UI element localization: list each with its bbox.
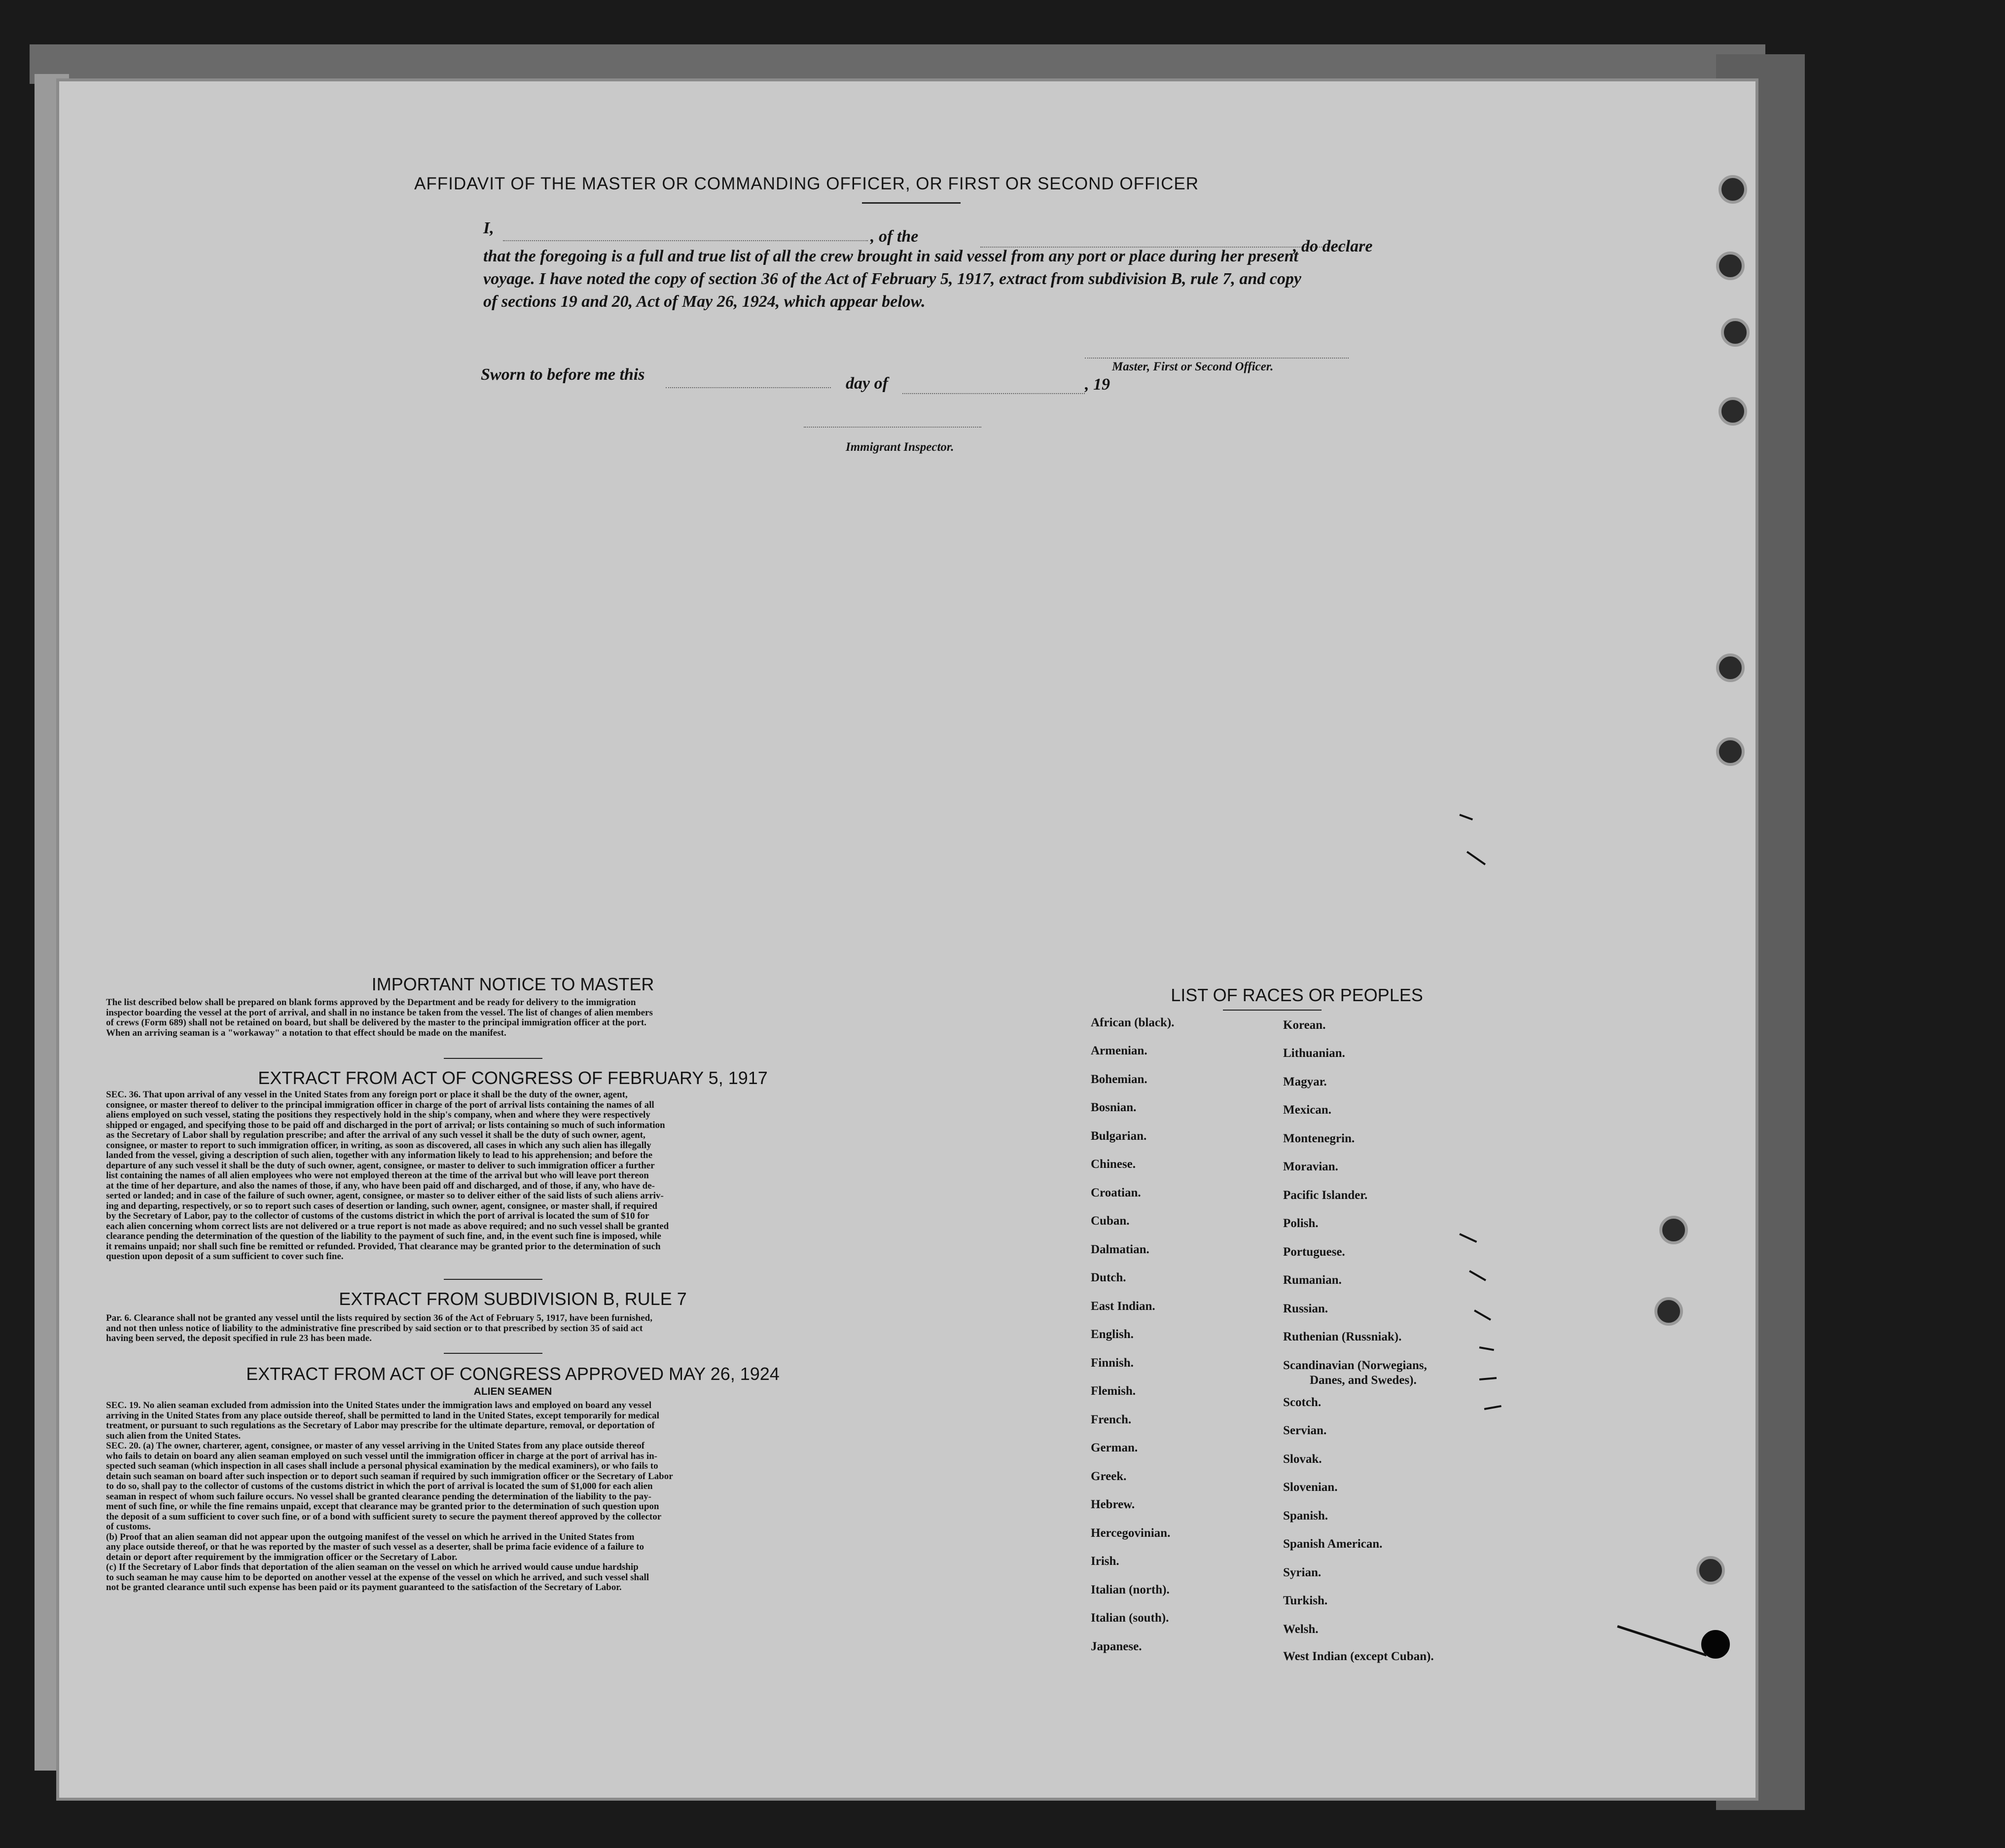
race-item: Pacific Islander. [1283, 1189, 1368, 1202]
extract-1917-line: SEC. 36. That upon arrival of any vessel in the United States from any foreign port or place it shall be the duty of the owner, agent, [106, 1089, 628, 1100]
inspector-signature-line [804, 427, 981, 428]
race-item: Slovak. [1283, 1452, 1322, 1466]
affidavit-body-line2: voyage. I have noted the copy of section 36 of the Act of February 5, 1917, extract from subdivision B, rule 7, and copy [483, 270, 1301, 288]
race-item: Bohemian. [1091, 1073, 1147, 1086]
extract-1924-text [106, 1401, 895, 1593]
extract-1924-line: arriving in the United States from any place outside thereof, shall be permitted to land in the United States, except temporarily for medical [106, 1410, 659, 1421]
race-item: Portuguese. [1283, 1245, 1345, 1259]
year-text: , 19 [1085, 375, 1110, 394]
punch-hole [1716, 653, 1745, 682]
crew-list-page [59, 81, 1755, 1798]
extract-1924-line: SEC. 19. No alien seaman excluded from admission into the United States under the immigration laws and employed on board any vessel [106, 1400, 652, 1411]
notice-line: of crews (Form 689) shall not be retained on board, but shall be delivered by the master to the principal immigration officer at the port. [106, 1017, 646, 1028]
extract-1917-title: EXTRACT FROM ACT OF CONGRESS OF FEBRUARY 5, 1917 [258, 1068, 768, 1088]
race-item: Irish. [1091, 1555, 1119, 1568]
extract-1924-line: treatment, or pursuant to such regulations as the Secretary of Labor may prescribe for the ultimate departure, removal, or deportation of [106, 1420, 655, 1431]
name-blank [503, 240, 868, 241]
pen-mark [1459, 814, 1473, 820]
extract-1924-line: to such seaman he may cause him to be deported on another vessel at the expense of the vessel on which he arrived, and such vessel shall [106, 1572, 649, 1583]
extract-1917-line: each alien concerning whom correct lists are not delivered or a true report is not made as above required; and no such vessel shall be granted [106, 1221, 669, 1232]
race-item: Slovenian. [1283, 1481, 1338, 1494]
race-item: Dalmatian. [1091, 1243, 1149, 1256]
day-of-text: day of [846, 374, 888, 393]
punch-hole [1654, 1297, 1683, 1326]
extract-1917-line: it remains unpaid; nor shall such fine be remitted or refunded. Provided, That clearance may be granted prior to the determination of such [106, 1241, 661, 1252]
extract-1924-line: such alien from the United States. [106, 1430, 241, 1441]
extract-1917-line: landed from the vessel, giving a description of such alien, together with any information likely to lead to his apprehension; and before the [106, 1150, 653, 1160]
extract-1917-line: consignee, or master to report to such immigration officer, in writing, as soon as discovered, all cases in which any such alien has illegally [106, 1140, 651, 1151]
punch-hole [1696, 1556, 1725, 1585]
punch-hole [1719, 397, 1747, 426]
extract-1917-line: clearance pending the determination of the question of the liability to the payment of such fine, and, in the event such fine is imposed, while [106, 1231, 661, 1241]
extract-1924-line: to do so, shall pay to the collector of customs of the customs district in which the port of arrival is located the sum of $1,000 for each alien [106, 1481, 653, 1491]
sworn-month-blank [902, 393, 1085, 394]
extract-1917-line: list containing the names of all alien employees who were not employed thereon at the time of the arrival but who will leave port thereon [106, 1170, 649, 1181]
race-item: German. [1091, 1441, 1138, 1454]
master-signature-line [1085, 358, 1349, 359]
race-item: Moravian. [1283, 1160, 1338, 1173]
extract-rule7-title: EXTRACT FROM SUBDIVISION B, RULE 7 [339, 1289, 687, 1309]
extract-1924-line: seaman in respect of whom such failure occurs. No vessel shall be granted clearance pending the determination of the liability to the pay- [106, 1491, 651, 1502]
race-item: Turkish. [1283, 1594, 1328, 1607]
race-item: Cuban. [1091, 1214, 1130, 1228]
section-divider [444, 1058, 542, 1059]
back-page-edge-top [30, 44, 1765, 84]
extract-1917-line: question upon deposit of a sum sufficient to cover such fine. [106, 1251, 344, 1262]
notice-text [106, 998, 895, 1038]
race-item: Dutch. [1091, 1271, 1126, 1284]
race-item: Japanese. [1091, 1640, 1142, 1653]
extract-1924-title: EXTRACT FROM ACT OF CONGRESS APPROVED MAY 26, 1924 [246, 1364, 780, 1384]
pen-mark [1469, 1270, 1486, 1281]
race-item: Rumanian. [1283, 1273, 1342, 1287]
extract-rule7-line: and not then unless notice of liability to the administrative fine prescribed by said section or to that prescribed by section 35 of said act [106, 1323, 643, 1334]
race-item: Armenian. [1091, 1044, 1147, 1057]
punch-hole [1721, 318, 1750, 347]
race-item: Montenegrin. [1283, 1132, 1355, 1145]
race-item: Spanish. [1283, 1509, 1328, 1522]
affidavit-i: I, [483, 219, 494, 237]
punch-hole [1716, 737, 1745, 766]
race-item: Mexican. [1283, 1103, 1331, 1117]
extract-1917-line: as the Secretary of Labor shall by regulation prescribe; and after the arrival of any such vessel it shall be the duty of such owner, agent, [106, 1130, 645, 1140]
extract-1917-line: shipped or engaged, and specifying those to be paid off and discharged in the port of arrival; or lists containing so much of such information [106, 1120, 665, 1130]
extract-1924-line: (c) If the Secretary of Labor finds that deportation of the alien seaman on the vessel on which he arrived would cause undue hardship [106, 1562, 639, 1572]
notice-line: The list described below shall be prepared on blank forms approved by the Department and be ready for delivery to the immigration [106, 997, 636, 1008]
race-item: Scotch. [1283, 1396, 1322, 1409]
race-item: Finnish. [1091, 1356, 1134, 1370]
affidavit-body-line1: that the foregoing is a full and true list of all the crew brought in said vessel from any port or place during her present [483, 247, 1298, 265]
race-item: French. [1091, 1413, 1132, 1426]
extract-1917-line: aliens employed on such vessel, stating the positions they respectively hold in the ship's company, when and where they were respectively [106, 1110, 650, 1120]
race-item: African (black). [1091, 1016, 1175, 1029]
race-item: Russian. [1283, 1302, 1328, 1315]
punch-hole [1719, 175, 1747, 204]
extract-rule7-text [106, 1313, 895, 1344]
race-item: Flemish. [1091, 1384, 1136, 1398]
race-item: Croatian. [1091, 1186, 1141, 1199]
extract-1924-line: spected such seaman (which inspection in all cases shall include a personal physical examination by the medical examiners), or who fails to [106, 1461, 658, 1471]
sworn-text: Sworn to before me this [481, 365, 645, 384]
notice-line: When an arriving seaman is a "workaway" a notation to that effect should be made on the manifest. [106, 1027, 506, 1038]
master-signature-label: Master, First or Second Officer. [1112, 360, 1274, 373]
pen-mark [1467, 851, 1486, 865]
race-item: Bulgarian. [1091, 1129, 1147, 1143]
race-item: Lithuanian. [1283, 1047, 1345, 1060]
race-item: Magyar. [1283, 1075, 1327, 1088]
extract-1924-line: who fails to detain on board any alien seaman employed on such vessel until the immigration officer in charge at the port of arrival has in- [106, 1450, 657, 1461]
race-item: Polish. [1283, 1217, 1319, 1230]
race-item-continued: Danes, and Swedes). [1310, 1374, 1417, 1387]
pen-mark [1479, 1377, 1497, 1380]
extract-1924-line: detain such seaman on board after such inspection or to deport such seaman if required by such immigration officer or the Secretary of Labor [106, 1471, 673, 1482]
extract-1924-line: not be granted clearance until such expense has been paid or its payment guaranteed to the satisfaction of the Secretary of Labor. [106, 1582, 622, 1593]
notice-title: IMPORTANT NOTICE TO MASTER [371, 974, 654, 994]
extract-1917-line: by the Secretary of Labor, pay to the collector of customs of the customs district in which the port of arrival is located the sum of $10 for [106, 1211, 649, 1221]
extract-rule7-line: having been served, the deposit specified in rule 23 has been made. [106, 1333, 372, 1343]
extract-1917-line: serted or landed; and in case of the failure of such owner, agent, consignee, or master so to deliver either of the said lists of such aliens arriv- [106, 1191, 664, 1201]
pen-mark [1459, 1233, 1477, 1243]
extract-1917-text [106, 1090, 895, 1262]
extract-1917-line: consignee, or master thereof to deliver to the principal immigration officer in charge of the port of arrival lists containing the names of all [106, 1099, 654, 1110]
pen-mark [1484, 1405, 1502, 1410]
race-item: Chinese. [1091, 1158, 1136, 1171]
race-item: Scandinavian (Norwegians, [1283, 1359, 1427, 1372]
affidavit-body-line3: of sections 19 and 20, Act of May 26, 1924, which appear below. [483, 292, 926, 311]
pen-mark [1479, 1346, 1494, 1351]
race-item: Hebrew. [1091, 1498, 1135, 1511]
race-item: Servian. [1283, 1424, 1327, 1437]
race-item: Korean. [1283, 1018, 1326, 1032]
race-item: Spanish American. [1283, 1537, 1383, 1551]
races-title-rule [1223, 1010, 1322, 1011]
extract-1924-line: any place outside thereof, or that he was reported by the master of such vessel as a deserter, shall be prima facie evidence of a failure to [106, 1542, 644, 1552]
extract-1924-subtitle: ALIEN SEAMEN [473, 1386, 552, 1397]
punch-hole [1659, 1216, 1688, 1244]
section-divider [444, 1353, 542, 1354]
notice-line: inspector boarding the vessel at the port of arrival, and shall in no instance be taken from the vessel. The list of changes of alien members [106, 1007, 653, 1018]
pen-mark [1474, 1309, 1491, 1320]
extract-1924-line: (b) Proof that an alien seaman did not appear upon the outgoing manifest of the vessel on which he arrived in the United States from [106, 1531, 635, 1542]
affidavit-of-the: , of the [870, 227, 919, 246]
affidavit-title: AFFIDAVIT OF THE MASTER OR COMMANDING OFFICER, OR FIRST OR SECOND OFFICER [414, 174, 1199, 193]
extract-1917-line: ing and departing, respectively, or so to report such cases of desertion or landing, such owner, agent, consignee, or master shall, if required [106, 1200, 658, 1211]
punch-hole [1716, 252, 1745, 280]
race-item: Hercegovinian. [1091, 1526, 1171, 1540]
extract-1917-line: at the time of her departure, and also the names of those, if any, who have been paid off and discharged, and of those, if any, who have de- [106, 1180, 655, 1191]
race-item: East Indian. [1091, 1300, 1155, 1313]
race-item: Syrian. [1283, 1566, 1322, 1579]
races-title: LIST OF RACES OR PEOPLES [1171, 985, 1423, 1005]
title-rule [862, 202, 961, 204]
extract-1924-line: detain or deport after requirement by the immigration officer or the Secretary of Labor. [106, 1552, 458, 1562]
race-item: Italian (south). [1091, 1611, 1169, 1625]
affidavit-do-declare: , do declare [1293, 237, 1373, 255]
race-item: Bosnian. [1091, 1101, 1137, 1114]
race-item: Greek. [1091, 1470, 1127, 1483]
extract-1924-line: SEC. 20. (a) The owner, charterer, agent, consignee, or master of any vessel arriving in the United States from any place outside thereof [106, 1441, 645, 1451]
race-item: Ruthenian (Russniak). [1283, 1330, 1402, 1343]
race-item: West Indian (except Cuban). [1283, 1650, 1434, 1663]
race-item: English. [1091, 1328, 1134, 1341]
inspector-signature-label: Immigrant Inspector. [846, 440, 954, 454]
sworn-day-blank [666, 387, 831, 388]
extract-1924-line: ment of such fine, or while the fine remains unpaid, except that clearance may be granted prior to the determination of such question upon [106, 1501, 659, 1512]
extract-1917-line: departure of any such vessel it shall be the duty of such owner, agent, consignee, or master to deliver to such immigration officer a further [106, 1160, 655, 1171]
section-divider [444, 1279, 542, 1280]
extract-1924-line: the deposit of a sum sufficient to cover such fine, or of a bond with sufficient surety to secure the payment thereof approved by the collector [106, 1511, 662, 1522]
pen-mark [1617, 1625, 1707, 1656]
extract-rule7-line: Par. 6. Clearance shall not be granted any vessel until the lists required by section 36 of the Act of February 5, 1917, have been furnished, [106, 1313, 652, 1323]
race-item: Welsh. [1283, 1623, 1319, 1636]
extract-1924-line: of customs. [106, 1522, 151, 1532]
race-item: Italian (north). [1091, 1583, 1170, 1596]
